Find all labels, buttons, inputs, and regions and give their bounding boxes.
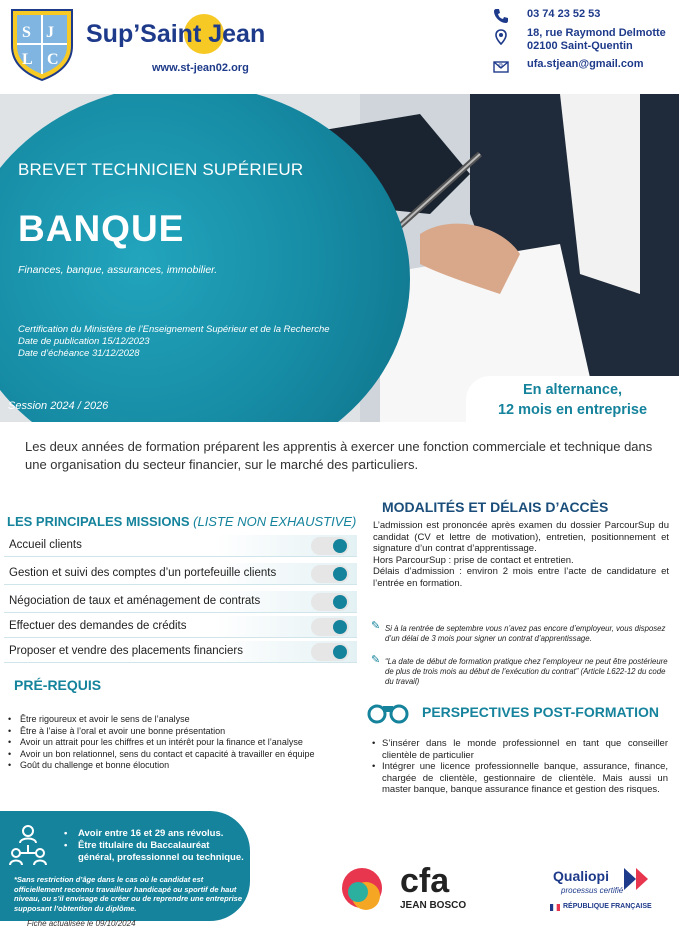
eligibility-list xyxy=(64,828,244,864)
website-link[interactable]: www.st-jean02.org xyxy=(152,62,249,74)
perspectives-title: PERSPECTIVES POST-FORMATION xyxy=(422,704,659,720)
french-flag-icon xyxy=(550,904,560,911)
cfa-name: cfa xyxy=(400,862,450,900)
modalites-quote-1: Si à la rentrée de septembre vous n’avez pas encore d’employeur, vous disposez d’un délai de 3 mois pour signer un contrat d’apprentissage. xyxy=(385,624,666,643)
mission-item: Accueil clients xyxy=(4,535,357,557)
school-shield-logo xyxy=(8,6,76,82)
list-item: • Être titulaire du Baccalauréat général, professionnel ou technique. xyxy=(64,840,244,864)
cfa-subname: JEAN BOSCO xyxy=(400,900,467,911)
toggle-icon xyxy=(311,593,349,611)
republique-francaise: RÉPUBLIQUE FRANÇAISE xyxy=(563,903,652,910)
pin-icon: ✎ xyxy=(371,620,381,632)
modalites-quote-2: “La date de début de formation pratique chez l’employeur ne peut être postérieure de plus de trois mois au début de l’exécution du contrat” (Article L622-12 du code du travail) xyxy=(385,657,668,686)
list-item: • Être à l’aise à l’oral et avoir une bonne présentation xyxy=(8,726,333,738)
mission-item: Gestion et suivi des comptes d’un portefeuille clients xyxy=(4,563,357,585)
pin-icon: ✎ xyxy=(371,654,381,666)
svg-text:@: @ xyxy=(498,63,503,69)
binoculars-icon xyxy=(366,700,410,724)
location-pin-icon xyxy=(493,29,509,45)
diploma-title: BANQUE xyxy=(18,208,185,249)
svg-text:L: L xyxy=(22,51,33,68)
qualiopi-arrows-icon xyxy=(622,866,652,892)
eligibility-note: *Sans restriction d’âge dans le cas où le candidat est officiellement reconnu travailleur handicapé ou sportif de haut niveau, ou s’il envisage de créer ou de reprendre une entreprise supposant l’obtention du diplôme. xyxy=(14,875,242,913)
svg-text:S: S xyxy=(22,24,31,41)
mission-item: Proposer et vendre des placements financiers xyxy=(4,641,357,663)
missions-title: LES PRINCIPALES MISSIONS (LISTE NON EXHAUSTIVE) xyxy=(7,514,357,529)
toggle-icon xyxy=(311,643,349,661)
mission-item: Négociation de taux et aménagement de contrats xyxy=(4,591,357,613)
eligibility-box xyxy=(0,811,250,921)
toggle-icon xyxy=(311,618,349,636)
list-item: • Avoir un attrait pour les chiffres et un intérêt pour la finance et l’analyse xyxy=(8,737,333,749)
mission-item: Effectuer des demandes de crédits xyxy=(4,616,357,638)
list-item: • Avoir entre 16 et 29 ans révolus. xyxy=(64,828,244,840)
diploma-type: BREVET TECHNICIEN SUPÉRIEUR xyxy=(18,160,304,179)
svg-text:C: C xyxy=(47,51,59,68)
toggle-icon xyxy=(311,537,349,555)
modalites-title: MODALITÉS ET DÉLAIS D’ACCÈS xyxy=(382,499,609,515)
update-date: Fiche actualisée le 09/10/2024 xyxy=(27,919,136,928)
toggle-icon xyxy=(311,565,349,583)
qualiopi-certified: processus certifié xyxy=(561,886,624,895)
qualiopi-label: Qualiopi xyxy=(553,868,609,884)
perspectives-list xyxy=(372,738,668,796)
phone-icon xyxy=(493,8,509,24)
list-item: • Goût du challenge et bonne élocution xyxy=(8,760,333,772)
certification-info: Certification du Ministère de l’Enseignement Supérieur et de la Recherche Date de publication 15/12/2023 Date d’échéance 31/12/2028 xyxy=(18,324,330,359)
modalites-text: L’admission est prononcée après examen du dossier ParcourSup du candidat (CV et lettre de motivation), entretien, positionnement et signature d’un contrat d’apprentissage. Hors ParcourSup : prise de contact et entretien. Délais d’admission : environ 2 mois entre l’acte de candidature et l’entrée en formation. xyxy=(373,520,669,589)
brand-name: Sup’Saint Jean xyxy=(86,20,265,49)
diploma-subtitle: Finances, banque, assurances, immobilier. xyxy=(18,264,218,276)
list-item: • Intégrer une licence professionnelle banque, assurance, finance, chargée de clientèle, gestionnaire de clientèle. Mais aussi un master banque, banque assurance finance et gestion des risques. xyxy=(372,761,668,796)
list-item: • Être rigoureux et avoir le sens de l’analyse xyxy=(8,714,333,726)
prerequis-list xyxy=(8,714,333,772)
alternance-badge: En alternance, 12 mois en entreprise xyxy=(466,376,679,424)
svg-text:J: J xyxy=(46,24,54,41)
hero-banner xyxy=(0,94,679,422)
people-network-icon xyxy=(8,823,48,869)
prerequis-title: PRÉ-REQUIS xyxy=(14,677,102,693)
session-label: Session 2024 / 2026 xyxy=(8,400,109,412)
list-item: • S’insérer dans le monde professionnel en tant que conseiller clientèle de particulier xyxy=(372,738,668,761)
email-icon xyxy=(493,58,509,74)
intro-paragraph: Les deux années de formation préparent les apprentis à exercer une fonction commerciale et technique dans une organisation du secteur financier, sur le marché des particuliers. xyxy=(25,439,653,472)
list-item: • Avoir un bon relationnel, sens du contact et capacité à travailler en équipe xyxy=(8,749,333,761)
